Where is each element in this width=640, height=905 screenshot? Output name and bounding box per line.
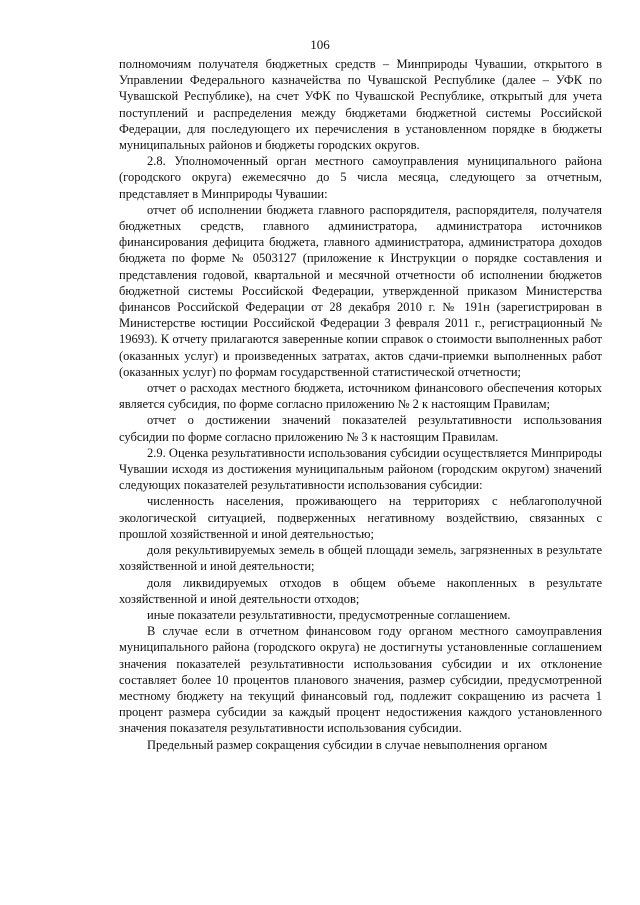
paragraph-reduction-rule: В случае если в отчетном финансовом году органом местного самоуправления муниципального района (городского округа) не достигнуты установленные соглашением значения показателей результативности использования субсидии и их отклонение составляет более 10 процентов планового значения, размер субсидии, предусмотренной местному бюджету на текущий финансовый год, подлежит сокращению из расчета 1 процент размера субсидии за каждый процент недостижения каждого установленного значения показателя результативности использования субсидии.: [119, 624, 602, 736]
document-body: [119, 56, 602, 753]
paragraph-continuation: полномочиям получателя бюджетных средств – Минприроды Чувашии, открытого в Управлении Федерального казначейства по Чувашской Республике (далее – УФК по Чувашской Республике), на счет УФК по Чувашской Республике, открытый для учета поступлений и распределения между бюджетами бюджетной системы Российской Федерации, для последующего их перечисления в установленном порядке в бюджеты муниципальных районов и бюджеты городских округов.: [119, 57, 602, 153]
page-number: 106: [310, 37, 330, 52]
paragraph-report-budget: отчет об исполнении бюджета главного распорядителя, распорядителя, получателя бюджетных средств, главного администратора, администратора источников финансирования дефицита бюджета, главного администратора, администратора доходов бюджета по форме № 0503127 (приложение к Инструкции о порядке составления и представления годовой, квартальной и месячной отчетности об исполнении бюджетов бюджетной системы Российской Федерации, утвержденной приказом Министерства финансов Российской Федерации от 28 декабря 2010 г. № 191н (зарегистрирован в Министерстве юстиции Российской Федерации 3 февраля 2011 г., регистрационный № 19693). К отчету прилагаются заверенные копии справок о стоимости выполненных работ (оказанных услуг) и произведенных затратах, актов сдачи-приемки выполненных работ (оказанных услуг) по формам государственной статистической отчетности;: [119, 202, 602, 379]
paragraph-indicator-population: численность населения, проживающего на территориях с неблагополучной экологической ситуацией, подверженных негативному воздействию, связанных с прошлой хозяйственной и иной деятельностью;: [119, 494, 602, 541]
paragraph-reduction-limit: Предельный размер сокращения субсидии в случае невыполнения органом: [147, 737, 548, 752]
paragraph-2-9: 2.9. Оценка результативности использования субсидии осуществляется Минприроды Чувашии исходя из достижения муниципальным районом (городским округом) значений следующих показателей результативности использования субсидии:: [119, 445, 602, 493]
paragraph-indicator-land: доля рекультивируемых земель в общей площади земель, загрязненных в результате хозяйственной и иной деятельности;: [119, 543, 602, 574]
paragraph-2-8: 2.8. Уполномоченный орган местного самоуправления муниципального района (городского округа) ежемесячно до 5 числа месяца, следующего за отчетным, представляет в Минприроды Чувашии:: [119, 154, 602, 201]
paragraph-indicator-other: иные показатели результативности, предусмотренные соглашением.: [147, 607, 511, 622]
paragraph-report-indicators: отчет о достижении значений показателей результативности использования субсидии по форме согласно приложению № 3 к настоящим Правилам.: [119, 413, 602, 444]
paragraph-report-expenses: отчет о расходах местного бюджета, источником финансового обеспечения которых является субсидия, по форме согласно приложению № 2 к настоящим Правилам;: [119, 381, 602, 412]
paragraph-indicator-waste: доля ликвидируемых отходов в общем объеме накопленных в результате хозяйственной и иной деятельности отходов;: [119, 575, 602, 606]
